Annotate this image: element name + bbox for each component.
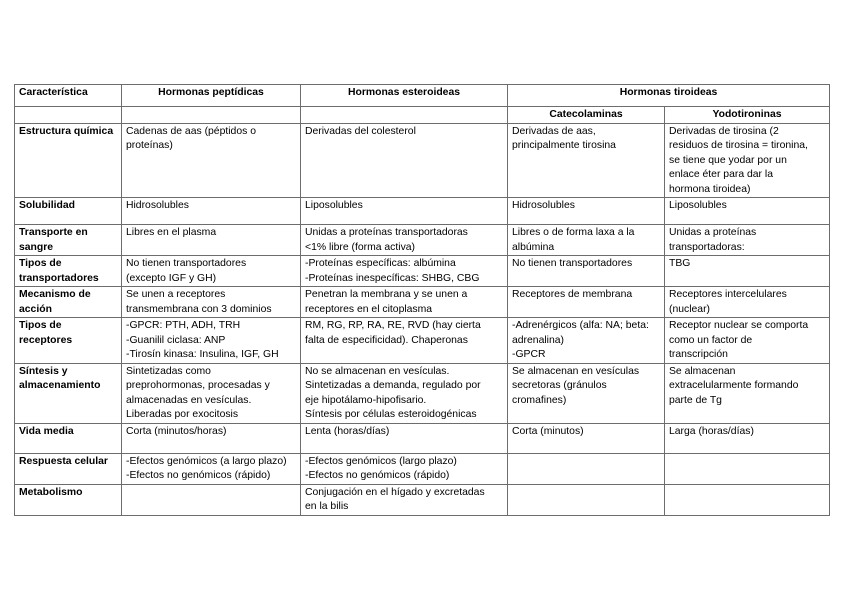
cell-catecolaminas [508,318,665,364]
cell-catecolaminas [508,287,665,318]
cell-text-line: proteínas) [126,140,173,151]
table-body [15,123,830,515]
cell-text-line: preprohormonas, procesadas y [126,380,270,391]
cell-peptidicas [122,363,301,423]
cell-peptidicas [122,225,301,256]
cell-catecolaminas [508,198,665,225]
cell-text-line: -Proteínas inespecíficas: SHBG, CBG [305,272,480,284]
header-esteroideas: Hormonas esteroideas [301,85,508,107]
table-row [15,423,830,453]
cell-peptidicas [122,123,301,198]
cell-text-line: transportadores [19,272,99,284]
cell-text-line: (nuclear) [669,303,710,315]
cell-text-line: TBG [669,258,691,269]
cell-peptidicas [122,256,301,287]
row-label-cell [15,198,122,225]
cell-text-line: Sintetizadas a demanda, regulado por [305,380,481,391]
cell-text-line: extracelularmente formando [669,380,799,391]
cell-text-line: -Tirosín kinasa: Insulina, IGF, GH [126,349,279,360]
cell-text-line: Transporte en [19,227,88,238]
cell-text-line: Síntesis por células esteroidogénicas [305,409,477,420]
header-row-2 [15,107,830,124]
cell-text-line: transcripción [669,349,728,360]
cell-yodotironinas [665,453,830,484]
cell-catecolaminas [508,484,665,515]
cell-text-line: Se unen a receptores [126,289,226,300]
cell-text-line: Penetran la membrana y se unen a [305,289,468,300]
table-row [15,225,830,256]
cell-text-line: transmembrana con 3 dominios [126,303,272,315]
cell-text-line: Metabolismo [19,486,83,498]
cell-text-line: acción [19,303,52,315]
cell-text-line: Libres o de forma laxa a la [512,227,635,238]
cell-catecolaminas [508,123,665,198]
cell-text-line: Se almacenan en vesículas [512,365,640,377]
table-row [15,198,830,225]
row-label-cell [15,287,122,318]
cell-text-line: Liposolubles [305,200,363,211]
cell-text-line: albúmina [512,241,555,253]
cell-text-line: Cadenas de aas (péptidos o [126,125,256,137]
cell-esteroideas [301,318,508,364]
cell-yodotironinas [665,123,830,198]
cell-text-line: Hidrosolubles [126,200,189,211]
cell-text-line: Tipos de [19,258,62,269]
cell-text-line: Receptores intercelulares [669,289,787,300]
cell-catecolaminas [508,225,665,256]
cell-yodotironinas [665,225,830,256]
row-label-cell [15,123,122,198]
cell-text-line: adrenalina) [512,334,564,346]
header-yodotironinas: Yodotironinas [665,107,830,124]
cell-peptidicas [122,198,301,225]
cell-text-line: Derivadas del colesterol [305,125,416,137]
cell-text-line: como un factor de [669,334,753,346]
cell-text-line: Larga (horas/días) [669,425,754,437]
row-label-cell [15,363,122,423]
cell-text-line: residuos de tirosina = tironina, [669,140,808,151]
cell-yodotironinas [665,198,830,225]
cell-text-line: -Efectos genómicos (largo plazo) [305,455,457,467]
cell-text-line: Sintetizadas como [126,365,211,377]
cell-text-line: Vida media [19,425,74,437]
cell-esteroideas [301,453,508,484]
cell-text-line: Síntesis y [19,365,68,377]
cell-text-line: RM, RG, RP, RA, RE, RVD (hay cierta [305,320,481,331]
cell-peptidicas [122,287,301,318]
cell-text-line: -Efectos genómicos (a largo plazo) [126,455,287,467]
table-row [15,484,830,515]
cell-text-line: eje hipotálamo-hipofisario. [305,394,427,406]
cell-text-line: No se almacenan en vesículas. [305,365,450,377]
cell-text-line: en la bilis [305,501,349,512]
row-label-cell [15,423,122,453]
cell-text-line: se tiene que yodar por un [669,154,787,166]
cell-yodotironinas [665,423,830,453]
cell-esteroideas [301,225,508,256]
cell-text-line: Respuesta celular [19,455,108,467]
cell-text-line: Derivadas de aas, [512,125,596,137]
cell-text-line: Liposolubles [669,200,727,211]
header-peptidicas: Hormonas peptídicas [122,85,301,107]
cell-text-line: <1% libre (forma activa) [305,241,416,253]
table-row [15,453,830,484]
cell-esteroideas [301,198,508,225]
cell-text-line: Unidas a proteínas [669,227,757,238]
cell-text-line: Estructura química [19,125,114,137]
cell-text-line: principalmente tirosina [512,140,616,151]
cell-text-line: Se almacenan [669,365,736,377]
header-catecolaminas: Catecolaminas [508,107,665,124]
cell-text-line: hormona tiroidea) [669,183,751,195]
cell-catecolaminas [508,256,665,287]
cell-text-line: -GPCR [512,349,546,360]
row-label-cell [15,484,122,515]
cell-peptidicas [122,423,301,453]
cell-text-line: Tipos de [19,320,62,331]
cell-text-line: -Efectos no genómicos (rápido) [126,470,271,481]
cell-peptidicas [122,318,301,364]
cell-text-line: Receptor nuclear se comporta [669,320,809,331]
cell-text-line: receptores en el citoplasma [305,303,433,315]
cell-text-line: Corta (minutos/horas) [126,425,227,437]
cell-esteroideas [301,256,508,287]
cell-catecolaminas [508,363,665,423]
cell-text-line: Receptores de membrana [512,289,633,300]
cell-text-line: No tienen transportadores [126,258,247,269]
cell-esteroideas [301,123,508,198]
cell-text-line: Derivadas de tirosina (2 [669,125,779,137]
cell-text-line: transportadoras: [669,241,745,253]
cell-text-line: parte de Tg [669,394,722,406]
cell-text-line: Liberadas por exocitosis [126,409,239,420]
cell-text-line: Corta (minutos) [512,425,584,437]
cell-text-line: almacenamiento [19,380,101,391]
cell-text-line: sangre [19,241,54,253]
row-label-cell [15,453,122,484]
cell-text-line: Conjugación en el hígado y excretadas [305,486,485,498]
header-empty-cell [122,107,301,124]
cell-esteroideas [301,423,508,453]
cell-yodotironinas [665,484,830,515]
header-tiroideas: Hormonas tiroideas [508,85,830,107]
cell-text-line: receptores [19,334,73,346]
header-empty-cell [15,107,122,124]
header-caracteristica: Característica [15,85,122,107]
cell-text-line: secretoras (gránulos [512,380,607,391]
cell-text-line: Libres en el plasma [126,227,217,238]
cell-esteroideas [301,363,508,423]
cell-esteroideas [301,484,508,515]
cell-text-line: cromafines) [512,394,567,406]
cell-text-line: No tienen transportadores [512,258,633,269]
cell-esteroideas [301,287,508,318]
table-row [15,123,830,198]
header-row-1 [15,85,830,107]
cell-text-line: Mecanismo de [19,289,91,300]
row-label-cell [15,318,122,364]
cell-text-line: Solubilidad [19,200,75,211]
cell-peptidicas [122,453,301,484]
cell-yodotironinas [665,256,830,287]
cell-text-line: Hidrosolubles [512,200,575,211]
cell-catecolaminas [508,453,665,484]
cell-yodotironinas [665,287,830,318]
cell-text-line: -Proteínas específicas: albúmina [305,258,456,269]
row-label-cell [15,256,122,287]
cell-catecolaminas [508,423,665,453]
table-row [15,287,830,318]
hormones-comparison-table [14,84,830,516]
cell-text-line: almacenadas en vesículas. [126,394,252,406]
cell-text-line: -Adrenérgicos (alfa: NA; beta: [512,320,649,331]
cell-text-line: -Guanilil ciclasa: ANP [126,334,226,346]
table-row [15,256,830,287]
cell-text-line: (excepto IGF y GH) [126,272,217,284]
table-row [15,363,830,423]
cell-text-line: -GPCR: PTH, ADH, TRH [126,320,241,331]
cell-text-line: Lenta (horas/días) [305,425,390,437]
table-row [15,318,830,364]
cell-text-line: Unidas a proteínas transportadoras [305,227,468,238]
row-label-cell [15,225,122,256]
cell-peptidicas [122,484,301,515]
header-empty-cell [301,107,508,124]
cell-yodotironinas [665,318,830,364]
cell-text-line: falta de especificidad). Chaperonas [305,334,468,346]
cell-text-line: -Efectos no genómicos (rápido) [305,470,450,481]
cell-yodotironinas [665,363,830,423]
cell-text-line: enlace éter para dar la [669,169,773,180]
